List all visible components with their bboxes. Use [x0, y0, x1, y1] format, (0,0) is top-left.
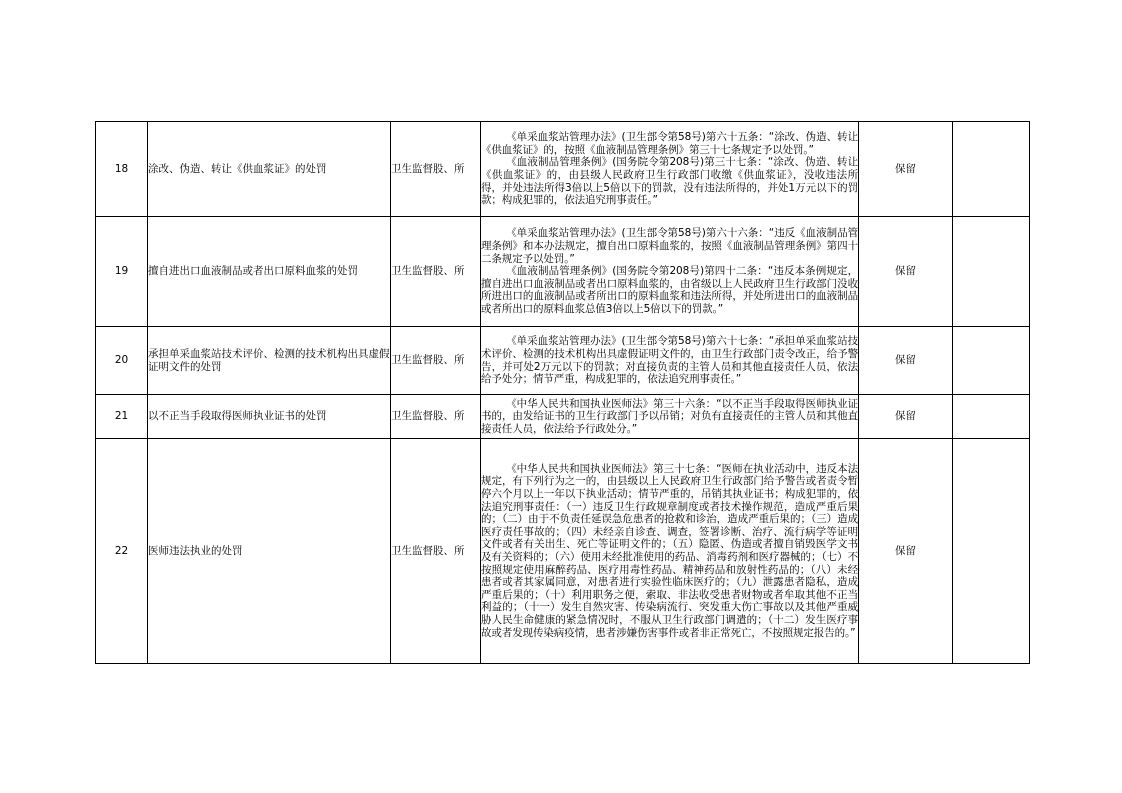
penalty-items-table — [95, 121, 1030, 664]
responsible-department: 卫生监督股、所 — [391, 217, 481, 327]
legal-basis-paragraph: 《单采血浆站管理办法》(卫生部令第58号)第六十六条：“违反《血液制品管理条例》和本办法规定，擅自出口原料血浆的，按照《血液制品管理条例》第四十二条规定予以处罚。” — [481, 227, 858, 265]
table-row — [96, 122, 1030, 217]
legal-basis — [481, 439, 859, 664]
item-number: 20 — [96, 327, 148, 395]
legal-basis-paragraph: 《血液制品管理条例》(国务院令第208号)第三十七条：“涂改、伪造、转让《供血浆证》的，由县级人民政府卫生行政部门收缴《供血浆证》，没收违法所得，并处违法所得3倍以上5倍以下的罚款，没有违法所得的，并处1万元以下的罚款；构成犯罪的，依法追究刑事责任。” — [481, 156, 858, 207]
legal-basis — [481, 122, 859, 217]
item-name: 医师违法执业的处罚 — [148, 439, 391, 664]
responsible-department: 卫生监督股、所 — [391, 122, 481, 217]
legal-basis — [481, 395, 859, 439]
item-note — [953, 327, 1030, 395]
item-name: 承担单采血浆站技术评价、检测的技术机构出具虚假证明文件的处罚 — [148, 327, 391, 395]
table-row — [96, 439, 1030, 664]
legal-basis-paragraph: 《单采血浆站管理办法》(卫生部令第58号)第六十五条：“涂改、伪造、转让《供血浆证》的，按照《血液制品管理条例》第三十七条规定予以处罚。” — [481, 131, 858, 156]
legal-basis — [481, 327, 859, 395]
item-note — [953, 122, 1030, 217]
legal-basis — [481, 217, 859, 327]
item-name: 擅自进出口血液制品或者出口原料血浆的处罚 — [148, 217, 391, 327]
item-number: 22 — [96, 439, 148, 664]
item-note — [953, 395, 1030, 439]
item-number: 18 — [96, 122, 148, 217]
table-row — [96, 395, 1030, 439]
item-name: 以不正当手段取得医师执业证书的处罚 — [148, 395, 391, 439]
item-status: 保留 — [859, 439, 953, 664]
item-status: 保留 — [859, 122, 953, 217]
item-name: 涂改、伪造、转让《供血浆证》的处罚 — [148, 122, 391, 217]
item-note — [953, 439, 1030, 664]
responsible-department: 卫生监督股、所 — [391, 327, 481, 395]
item-status: 保留 — [859, 327, 953, 395]
item-number: 19 — [96, 217, 148, 327]
table-row — [96, 217, 1030, 327]
legal-basis-paragraph: 《单采血浆站管理办法》(卫生部令第58号)第六十七条：“承担单采血浆站技术评价、检测的技术机构出具虚假证明文件的，由卫生行政部门责令改正，给予警告，并可处2万元以下的罚款；对直接负责的主管人员和其他直接责任人员，依法给予处分；情节严重，构成犯罪的，依法追究刑事责任。” — [481, 335, 858, 386]
item-note — [953, 217, 1030, 327]
legal-basis-paragraph: 《中华人民共和国执业医师法》第三十七条：“医师在执业活动中，违反本法规定，有下列行为之一的，由县级以上人民政府卫生行政部门给予警告或者责令暂停六个月以上一年以下执业活动；情节严重的，吊销其执业证书；构成犯罪的，依法追究刑事责任：（一）违反卫生行政规章制度或者技术操作规范，造成严重后果的；（二）由于不负责任延误急危患者的抢救和诊治，造成严重后果的；（三）造成医疗责任事故的；（四）未经亲自诊查、调查，签署诊断、治疗、流行病学等证明文件或者有关出生、死亡等证明文件的；（五）隐匿、伪造或者擅自销毁医学文书及有关资料的；（六）使用未经批准使用的药品、消毒药剂和医疗器械的；（七）不按照规定使用麻醉药品、医疗用毒性药品、精神药品和放射性药品的；（八）未经患者或者其家属同意，对患者进行实验性临床医疗的；（九）泄露患者隐私，造成严重后果的；（十）利用职务之便，索取、非法收受患者财物或者牟取其他不正当利益的；（十一）发生自然灾害、传染病流行、突发重大伤亡事故以及其他严重威胁人民生命健康的紧急情况时，不服从卫生行政部门调遣的；（十二）发生医疗事故或者发现传染病疫情，患者涉嫌伤害事件或者非正常死亡，不按照规定报告的。” — [481, 462, 858, 639]
legal-basis-paragraph: 《中华人民共和国执业医师法》第三十六条：“以不正当手段取得医师执业证书的，由发给证书的卫生行政部门予以吊销；对负有直接责任的主管人员和其他直接责任人员，依法给予行政处分。” — [481, 397, 858, 435]
table-row — [96, 327, 1030, 395]
responsible-department: 卫生监督股、所 — [391, 439, 481, 664]
responsible-department: 卫生监督股、所 — [391, 395, 481, 439]
legal-basis-paragraph: 《血液制品管理条例》(国务院令第208号)第四十二条：“违反本条例规定，擅自进出口血液制品或者出口原料血浆的，由省级以上人民政府卫生行政部门没收所进出口的血液制品或者所出口的原料血浆和违法所得，并处所进出口的血液制品或者所出口的原料血浆总值3倍以上5倍以下的罚款。” — [481, 265, 858, 315]
item-status: 保留 — [859, 217, 953, 327]
item-number: 21 — [96, 395, 148, 439]
item-status: 保留 — [859, 395, 953, 439]
